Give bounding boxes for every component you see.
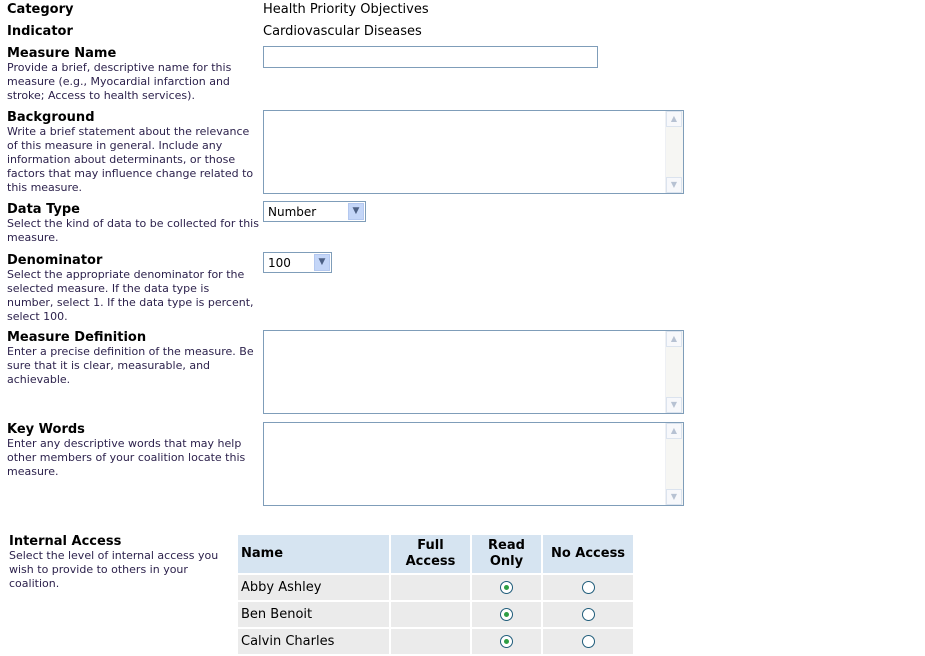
measure-definition-textarea[interactable] (263, 330, 684, 414)
chevron-down-icon[interactable]: ▼ (314, 254, 330, 271)
scroll-down-icon[interactable]: ▼ (666, 489, 682, 505)
background-textarea[interactable] (263, 110, 684, 194)
read-only-radio[interactable] (500, 608, 513, 621)
category-value: Health Priority Objectives (263, 2, 429, 17)
data-type-selected: Number (268, 205, 317, 219)
column-header-full-access: Full Access (391, 535, 470, 573)
read-only-cell (472, 575, 541, 600)
background-help: Write a brief statement about the relevance of this measure in general. Include any information about determinants, or those factors that may influence change related to this measure. (7, 125, 254, 194)
denominator-selected: 100 (268, 256, 291, 270)
no-access-radio[interactable] (582, 635, 595, 648)
data-type-label: Data Type (7, 202, 80, 217)
category-label: Category (7, 2, 74, 17)
user-name: Abby Ashley (238, 575, 389, 600)
internal-access-help: Select the level of internal access you wish to provide to others in your coalition. (9, 549, 219, 590)
measure-name-input[interactable] (263, 46, 598, 68)
table-row (238, 602, 633, 627)
read-only-radio[interactable] (500, 635, 513, 648)
key-words-help: Enter any descriptive words that may help other members of your coalition locate this measure. (7, 437, 246, 478)
measure-name-label: Measure Name (7, 46, 117, 61)
access-table-header (238, 535, 633, 573)
no-access-cell (543, 602, 633, 627)
data-type-help: Select the kind of data to be collected for this measure. (7, 217, 259, 244)
denominator-help: Select the appropriate denominator for the selected measure. If the data type is number, select 1. If the data type is percent, select 100. (7, 268, 254, 323)
full-access-cell (391, 629, 470, 654)
key-words-textarea[interactable] (263, 422, 684, 506)
denominator-select[interactable] (263, 252, 332, 273)
read-only-radio[interactable] (500, 581, 513, 594)
no-access-cell (543, 629, 633, 654)
measure-definition-label: Measure Definition (7, 330, 147, 345)
scroll-up-icon[interactable]: ▲ (666, 111, 682, 127)
denominator-label: Denominator (7, 253, 103, 268)
access-table (236, 533, 635, 656)
user-name: Calvin Charles (238, 629, 389, 654)
background-label: Background (7, 110, 95, 125)
table-row (238, 629, 633, 654)
no-access-radio[interactable] (582, 608, 595, 621)
no-access-radio[interactable] (582, 581, 595, 594)
column-header-name: Name (238, 535, 389, 573)
column-header-read-only: Read Only (472, 535, 541, 573)
indicator-value: Cardiovascular Diseases (263, 24, 422, 39)
background-text (264, 111, 666, 193)
key-words-text (264, 423, 666, 505)
internal-access-label: Internal Access (9, 534, 122, 549)
indicator-label: Indicator (7, 24, 73, 39)
measure-definition-help: Enter a precise definition of the measure. Be sure that it is clear, measurable, and achievable. (7, 345, 254, 386)
key-words-scrollbar[interactable] (665, 423, 683, 505)
read-only-cell (472, 629, 541, 654)
scroll-down-icon[interactable]: ▼ (666, 397, 682, 413)
measure-name-help: Provide a brief, descriptive name for this measure (e.g., Myocardial infarction and stroke; Access to health services). (7, 61, 232, 102)
measure-definition-scrollbar[interactable] (665, 331, 683, 413)
read-only-cell (472, 602, 541, 627)
column-header-no-access: No Access (543, 535, 633, 573)
full-access-cell (391, 602, 470, 627)
scroll-up-icon[interactable]: ▲ (666, 331, 682, 347)
measure-definition-text (264, 331, 666, 413)
full-access-cell (391, 575, 470, 600)
background-scrollbar[interactable] (665, 111, 683, 193)
scroll-up-icon[interactable]: ▲ (666, 423, 682, 439)
scroll-down-icon[interactable]: ▼ (666, 177, 682, 193)
no-access-cell (543, 575, 633, 600)
table-row (238, 575, 633, 600)
data-type-select[interactable] (263, 201, 366, 222)
user-name: Ben Benoit (238, 602, 389, 627)
key-words-label: Key Words (7, 422, 85, 437)
chevron-down-icon[interactable]: ▼ (348, 203, 364, 220)
